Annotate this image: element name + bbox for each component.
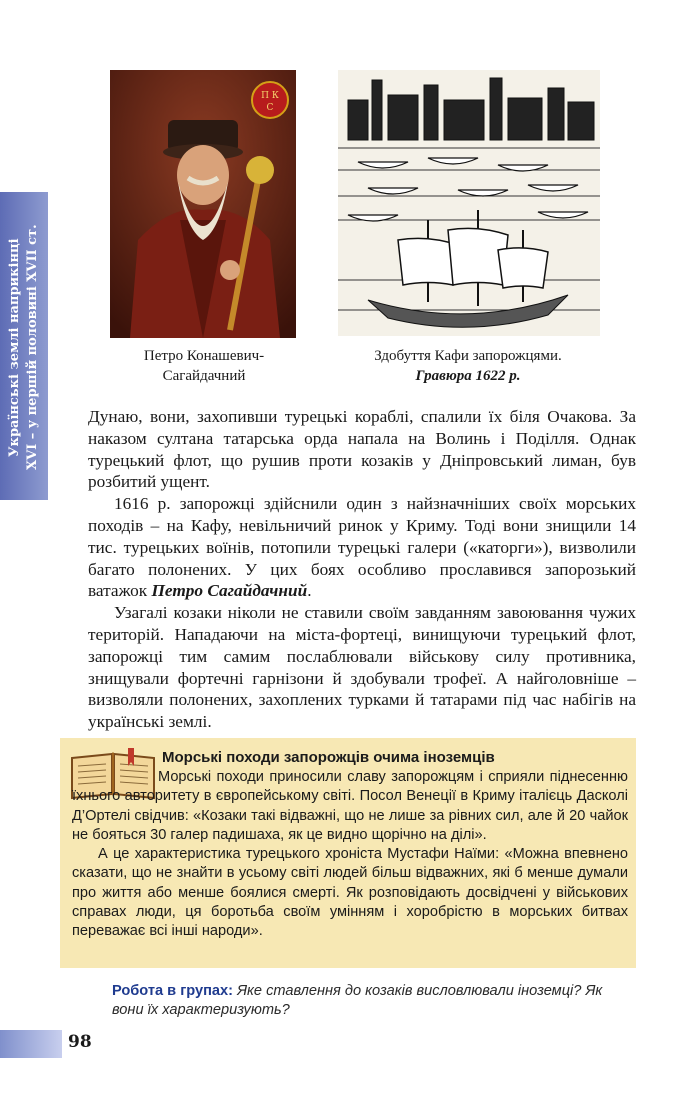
engraving-image bbox=[338, 70, 600, 336]
engraving-caption-line2: Гравюра 1622 р. bbox=[415, 368, 521, 384]
engraving-caption-line1: Здобуття Кафи запорожцями. bbox=[374, 348, 562, 364]
svg-text:С: С bbox=[266, 103, 274, 113]
engraving-caption bbox=[318, 346, 618, 386]
page-number-bar bbox=[0, 1030, 62, 1058]
group-work-label: Робота в групах: bbox=[112, 983, 234, 999]
paragraph-2-end: . bbox=[307, 581, 312, 601]
engraving-ships-and-city-icon bbox=[338, 70, 600, 336]
portrait-image bbox=[110, 70, 296, 338]
side-chapter-title-line2: XVI – у першій половині XVII ст. bbox=[25, 224, 40, 471]
portrait-of-hetman-icon bbox=[110, 70, 296, 338]
side-chapter-title bbox=[6, 200, 46, 495]
svg-text:П К: П К bbox=[261, 91, 279, 101]
box-title: Морські походи запорожців очима іноземців bbox=[162, 749, 495, 766]
sahaidachnyi-name: Петро Сагайдачний bbox=[151, 581, 308, 601]
page-number: 98 bbox=[68, 1032, 92, 1052]
box-paragraph-2: А це характеристика турецького хроніста Мустафи Наїми: «Можна впевнено сказати, що не знайти в усьому світі людей більш відважних, які б менше думали про життя або менше боялися смерті. Як розповідають досвідчені у військових справах люди, ця боротьба своїм умінням і хоробрістю в морських битвах переважає всі інші народи». bbox=[72, 846, 628, 940]
box-text bbox=[72, 768, 628, 942]
portrait-caption-line1: Петро Конашевич- bbox=[143, 348, 265, 364]
portrait-caption bbox=[104, 346, 304, 386]
side-chapter-title-line1: Українські землі наприкінці bbox=[7, 238, 22, 457]
paragraph-3: Узагалі козаки ніколи не ставили своїм завданням завоювання чужих територій. Нападаючи на міста-фортеці, винищуючи турецький флот, запорожці тим самим послаблювали військову силу противника, знищували фортечні гарнізони й здобували трофеї. А найголовніше – визволяли полонених, захоплених турками й татарами під час набігів на українські землі. bbox=[88, 603, 636, 732]
paragraph-1: Дунаю, вони, захопивши турецькі кораблі, спалили їх біля Очакова. За наказом султана татарська орда напала на Волинь і Поділля. Однак турецький флот, що рушив проти козаків у Дніпровський лиман, був розбитий ущент. bbox=[88, 407, 636, 492]
portrait-caption-line2: Сагайдачний bbox=[162, 368, 246, 384]
paragraph-2-text: 1616 р. запорожці здійснили один з найзначніших своїх морських походів – на Кафу, невільничий ринок у Криму. Тоді вони знищили 14 тис. турецьких воїнів, потопили турецькі галери («каторги»), визволили багато полонених. У цих боях особливо прославився запорозький ватажок bbox=[88, 494, 636, 601]
group-work-task bbox=[112, 982, 636, 1020]
group-work-question: Яке ставлення до козаків висловлювали іноземці? Як вони їх характеризують? bbox=[112, 983, 603, 1018]
paragraph-2 bbox=[88, 493, 636, 602]
box-paragraph-1: Морські походи приносили славу запорожцям і сприяли піднесенню їхнього авторитету в європейському світі. Посол Венеції в Криму італієць Дасколі Д’Ортелі свідчив: «Козаки такі відважні, що не лише за рівних сил, але й 20 чайок не бояться 30 галер падишаха, як це видно щорічно на ділі». bbox=[72, 769, 628, 843]
main-text bbox=[88, 406, 636, 733]
